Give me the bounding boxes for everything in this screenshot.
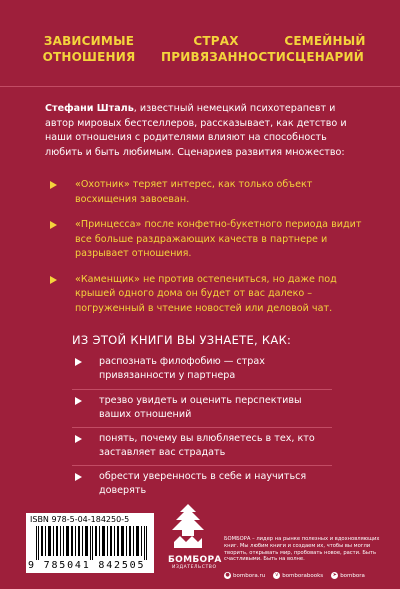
learn-text: распознать филофобию — страх привязанности у партнера xyxy=(99,356,265,381)
triangle-bullet-icon xyxy=(50,276,57,284)
keyword-dependent-relations: ЗАВИСИМЫЕ ОТНОШЕНИЯ xyxy=(42,34,136,64)
list-item xyxy=(72,427,332,465)
learn-list xyxy=(72,355,332,503)
scenario-text: «Охотник» теряет интерес, как только объект восхищения завоеван. xyxy=(75,179,313,205)
list-item xyxy=(72,389,332,427)
social-site[interactable]: ● bombora.ru xyxy=(225,572,266,579)
list-item xyxy=(50,178,370,207)
brand-name: БОМБОРА xyxy=(168,555,222,565)
brand-subtitle: ИЗДАТЕЛЬСТВО xyxy=(172,565,217,570)
vk-icon: v xyxy=(273,572,280,579)
intro-text: , известный немецкий психотерапевт и автор мировых бестселлеров, рассказывает, как детство и наши отношения с родителями влияют на способность любить и быть любимым. Сценариев развития множество: xyxy=(45,103,347,158)
social-vk[interactable]: v bomborabooks xyxy=(273,572,323,579)
keyword-attachment-fear: СТРАХ ПРИВЯЗАННОСТИ xyxy=(161,34,287,64)
triangle-bullet-icon xyxy=(75,358,82,366)
isbn-label: ISBN 978-5-04-184250-5 xyxy=(30,515,130,524)
keyword-header xyxy=(0,0,400,86)
learn-text: обрести уверенность в себе и научиться доверять xyxy=(99,471,307,496)
publisher-description: БОМБОРА – лидер на рынке полезных и вдохновляющих книг. Мы любим книги и создаем их, чтобы вы могли творить, открывать мир, пробовать новое, расти. Быть счастливыми. Быть на волне. xyxy=(224,536,380,563)
list-item xyxy=(72,465,332,503)
list-item xyxy=(50,273,370,317)
globe-icon: ● xyxy=(225,572,230,578)
social-telegram[interactable]: ➤ bombora xyxy=(332,572,365,579)
barcode-digits: 9 785041 842505 xyxy=(28,560,146,571)
list-item xyxy=(72,355,332,389)
triangle-bullet-icon xyxy=(75,473,82,481)
learn-heading: ИЗ ЭТОЙ КНИГИ ВЫ УЗНАЕТЕ, КАК: xyxy=(72,333,292,347)
barcode xyxy=(26,513,154,573)
scenario-list xyxy=(50,178,370,327)
list-item xyxy=(50,218,370,262)
barcode-bars xyxy=(36,526,150,560)
scenario-text: «Каменщик» не против остепениться, но даже под крышей одного дома он будет от вас далеко – погруженный в чтение новостей или деловой чат. xyxy=(75,273,337,314)
intro-paragraph xyxy=(45,102,365,160)
header-divider xyxy=(0,86,400,87)
triangle-bullet-icon xyxy=(50,181,57,189)
author-name: Стефани Шталь xyxy=(45,103,134,114)
learn-text: понять, почему вы влюбляетесь в тех, кто заставляет вас страдать xyxy=(99,433,315,458)
scenario-text: «Принцесса» после конфетно-букетного периода видит все больше раздражающих качеств в партнере и разрывает отношения. xyxy=(75,219,362,259)
triangle-bullet-icon xyxy=(75,435,82,443)
bombora-logo-icon xyxy=(160,500,216,556)
social-links xyxy=(224,572,394,579)
keyword-family-scenario: СЕМЕЙНЫЙ СЦЕНАРИЙ xyxy=(284,34,366,64)
triangle-bullet-icon xyxy=(50,221,57,229)
telegram-icon: ➤ xyxy=(332,572,337,578)
learn-text: трезво увидеть и оценить перспективы ваших отношений xyxy=(99,395,302,420)
triangle-bullet-icon xyxy=(75,397,82,405)
